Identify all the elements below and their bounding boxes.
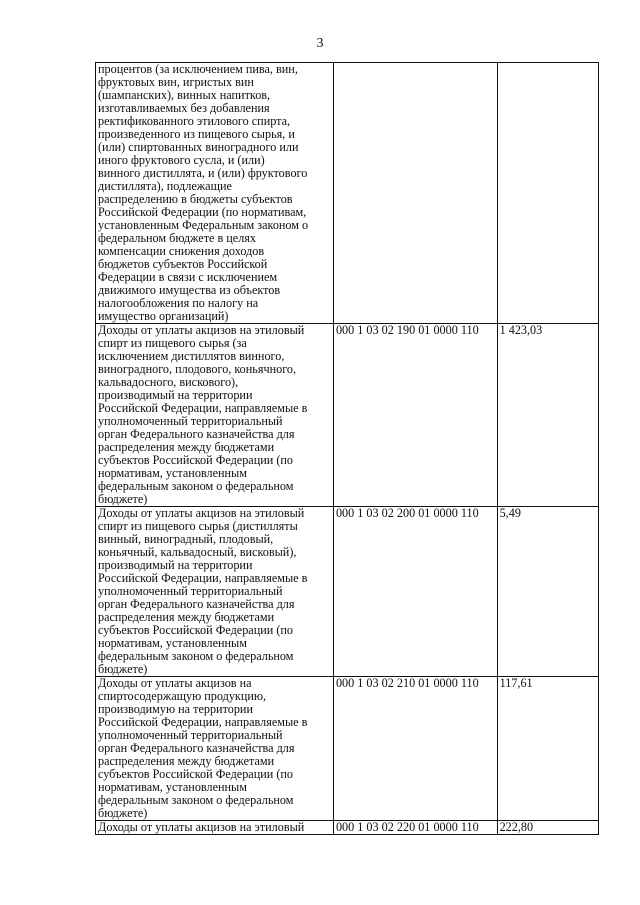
row-amount-cell: 222,80 <box>497 821 598 835</box>
row-description-cell <box>96 677 334 821</box>
row-amount-cell: 1 423,03 <box>497 324 598 507</box>
row-description: Доходы от уплаты акцизов на этиловый <box>98 820 305 834</box>
table-row <box>96 507 599 677</box>
table-row <box>96 677 599 821</box>
row-amount-cell <box>497 63 598 324</box>
page-number: 3 <box>316 36 324 51</box>
row-code-cell: 000 1 03 02 210 01 0000 110 <box>333 677 497 821</box>
row-amount-cell: 117,61 <box>497 677 598 821</box>
row-code-cell: 000 1 03 02 220 01 0000 110 <box>333 821 497 835</box>
row-description-cell <box>96 507 334 677</box>
row-description: Доходы от уплаты акцизов на этиловый спирт из пищевого сырья (за исключением дистиллятов винного, виноградного, плодового, коньячного, кальвадосного, вискового), производимый на территории Российской Федерации, направляемые в уполномоченный территориальный орган Федерального казначейства для распределения между бюджетами субъектов Российской Федерации (по нормативам, установленным федеральным законом о федеральном бюджете) <box>98 323 308 506</box>
row-description-cell <box>96 63 334 324</box>
table-row <box>96 63 599 324</box>
row-code-cell: 000 1 03 02 190 01 0000 110 <box>333 324 497 507</box>
row-amount-cell: 5,49 <box>497 507 598 677</box>
row-description: процентов (за исключением пива, вин, фруктовых вин, игристых вин (шампанских), винных напитков, изготавливаемых без добавления ректификованного этилового спирта, произведенного из пищевого сырья, и (или) спиртованных виноградного или иного фруктового сусла, и (или) винного дистиллята, и (или) фруктового дистиллята), подлежащие распределению в бюджеты субъектов Российской Федерации (по нормативам, установленным Федеральным законом о федеральном бюджете в целях компенсации снижения доходов бюджетов субъектов Российской Федерации в связи с исключением движимого имущества из объектов налогообложения по налогу на имущество организаций) <box>98 62 309 323</box>
row-description: Доходы от уплаты акцизов на спиртосодержащую продукцию, производимую на территории Российской Федерации, направляемые в уполномоченный территориальный орган Федерального казначейства для распределения между бюджетами субъектов Российской Федерации (по нормативам, установленным федеральным законом о федеральном бюджете) <box>98 676 308 820</box>
row-code-cell: 000 1 03 02 200 01 0000 110 <box>333 507 497 677</box>
row-description-cell <box>96 821 334 835</box>
table-row <box>96 324 599 507</box>
table-row <box>96 821 599 835</box>
row-description: Доходы от уплаты акцизов на этиловый спирт из пищевого сырья (дистилляты винный, виноградный, плодовый, коньячный, кальвадосный, висковый), производимый на территории Российской Федерации, направляемые в уполномоченный территориальный орган Федерального казначейства для распределения между бюджетами субъектов Российской Федерации (по нормативам, установленным федеральным законом о федеральном бюджете) <box>98 506 308 676</box>
row-description-cell <box>96 324 334 507</box>
row-code-cell <box>333 63 497 324</box>
revenue-table <box>95 62 599 835</box>
